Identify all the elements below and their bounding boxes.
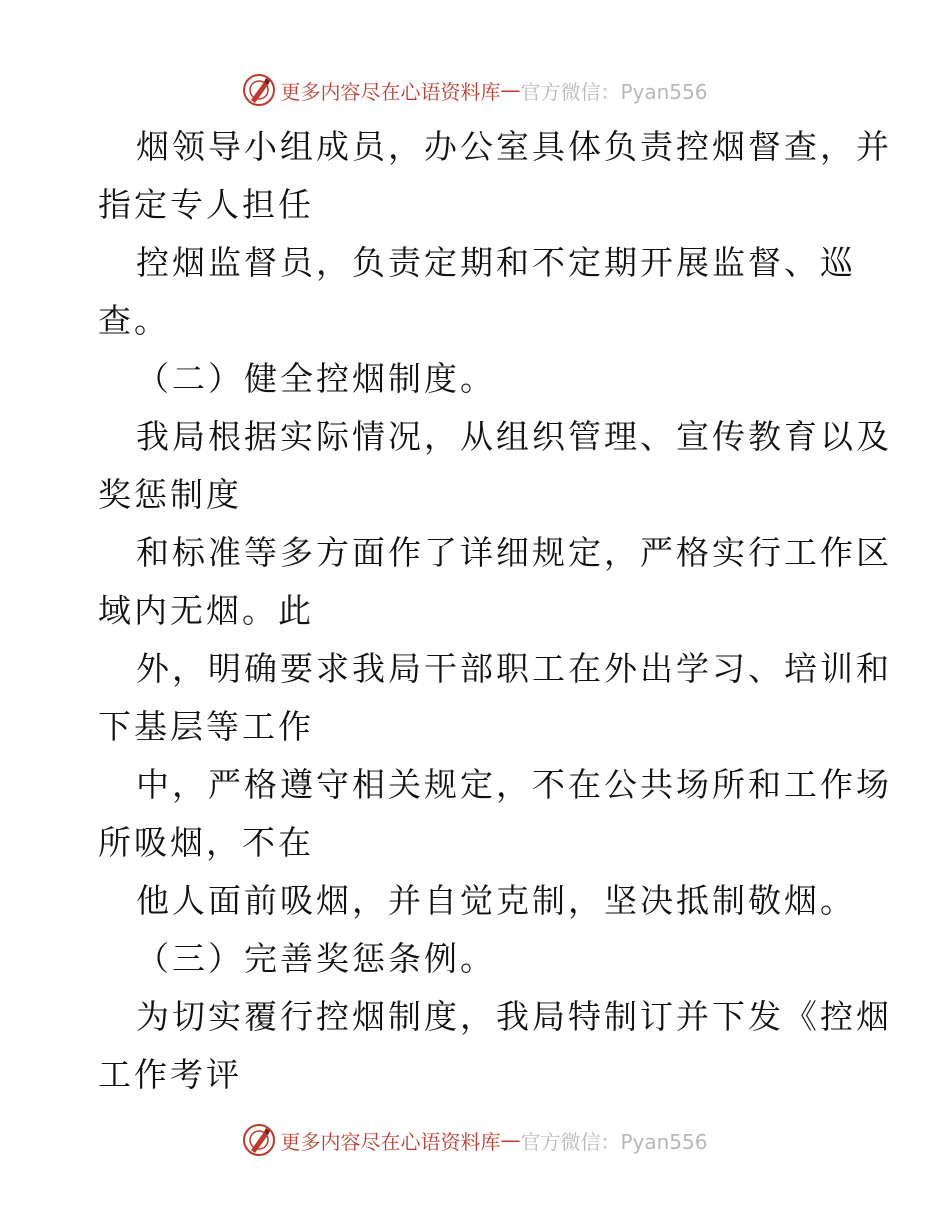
section-heading: （二）健全控烟制度。	[136, 359, 496, 398]
body-line: 烟领导小组成员，办公室具体负责控烟督查，并	[136, 127, 892, 166]
body-line: 查。	[98, 301, 170, 340]
body-line: 中，严格遵守相关规定，不在公共场所和工作场	[136, 765, 892, 804]
body-line: 域内无烟。此	[98, 591, 314, 630]
body-line: 外，明确要求我局干部职工在外出学习、培训和	[136, 649, 892, 688]
body-line: 他人面前吸烟，并自觉克制，坚决抵制敬烟。	[136, 881, 856, 920]
body-line: 指定专人担任	[98, 185, 314, 224]
footer-banner	[0, 1120, 950, 1160]
pen-logo-icon	[242, 1123, 276, 1157]
document-body	[98, 118, 892, 1104]
header-banner-text: 更多内容尽在心语资料库	[280, 79, 501, 104]
body-line: 我局根据实际情况，从组织管理、宣传教育以及	[136, 417, 892, 456]
footer-banner-dash: —	[500, 1128, 521, 1152]
footer-banner-text: 更多内容尽在心语资料库	[280, 1129, 501, 1154]
header-banner-wechat: 官方微信：Pyan556	[520, 79, 708, 104]
footer-banner-wechat: 官方微信：Pyan556	[520, 1129, 708, 1154]
body-line: 奖惩制度	[98, 475, 242, 514]
header-banner	[0, 70, 950, 110]
body-line: 控烟监督员，负责定期和不定期开展监督、巡	[136, 243, 856, 282]
body-line: 为切实覆行控烟制度，我局特制订并下发《控烟	[136, 997, 892, 1036]
pen-logo-icon	[242, 73, 276, 107]
body-line: 所吸烟，不在	[98, 823, 314, 862]
body-line: 工作考评	[98, 1055, 242, 1094]
header-banner-dash: —	[500, 78, 521, 102]
section-heading: （三）完善奖惩条例。	[136, 939, 496, 978]
body-line: 和标准等多方面作了详细规定，严格实行工作区	[136, 533, 892, 572]
body-line: 下基层等工作	[98, 707, 314, 746]
